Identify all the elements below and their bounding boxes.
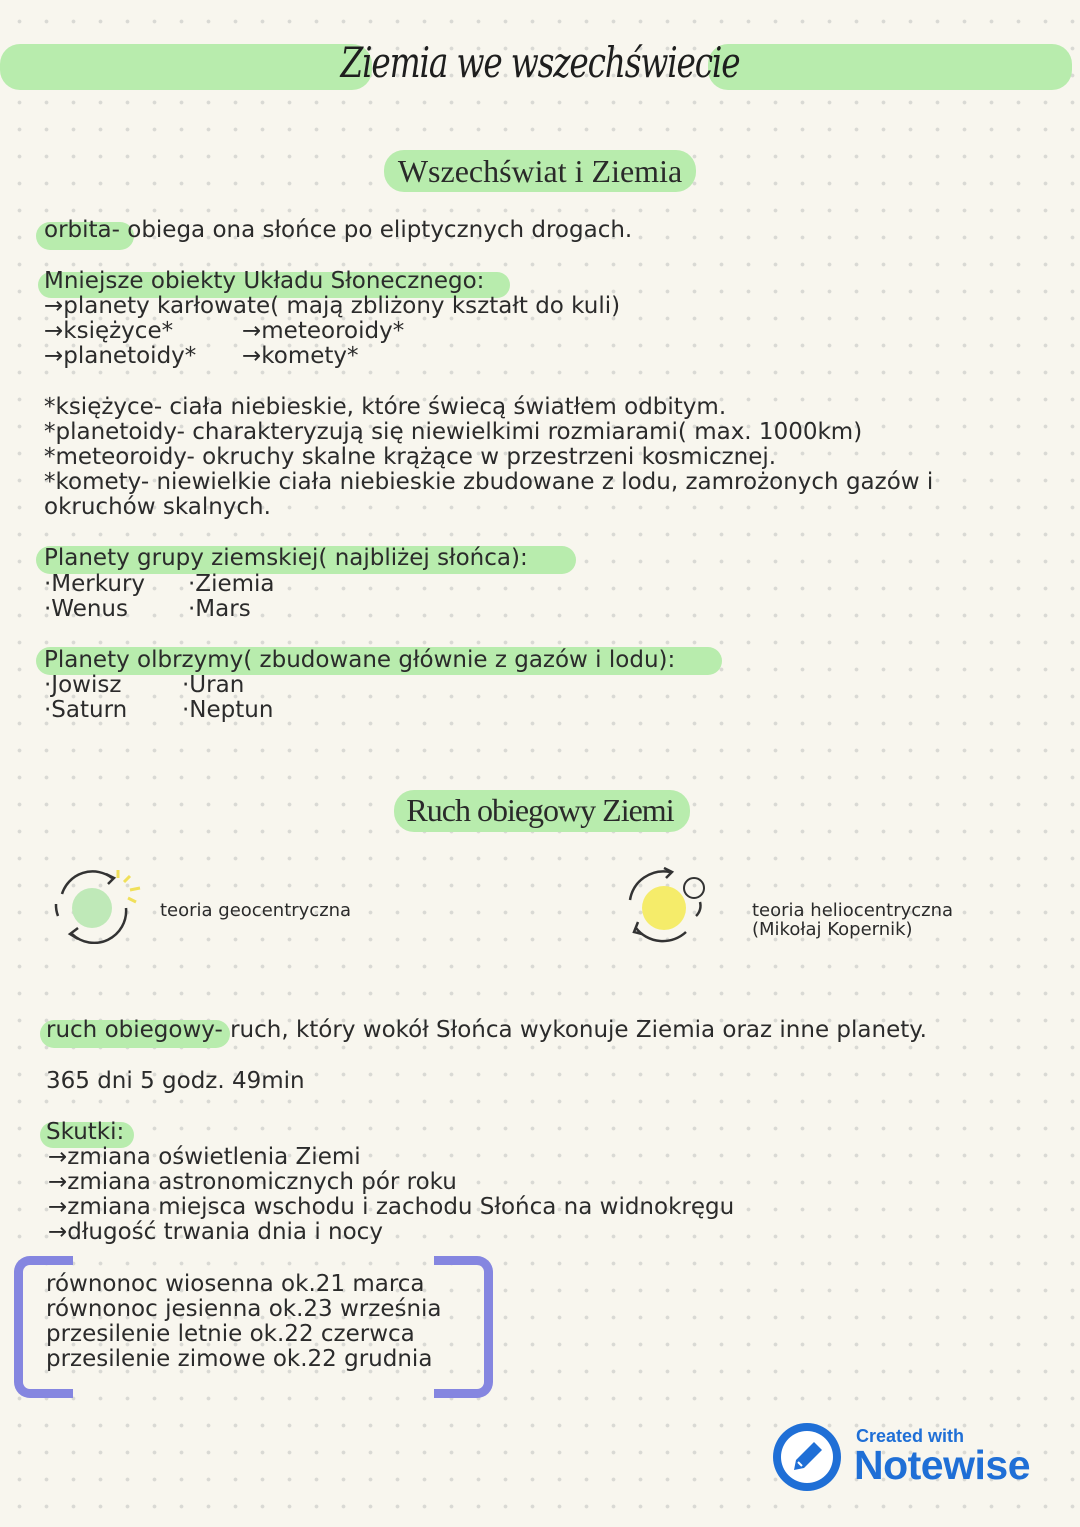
year-duration: 365 dni 5 godz. 49min <box>46 1068 305 1094</box>
notewise-pen-icon <box>772 1422 842 1492</box>
skutek-2: →zmiana astronomicznych pór roku <box>48 1169 457 1195</box>
ruch-text: ruch, który wokół Słońca wykonuje Ziemia oraz inne planety. <box>222 1017 927 1043</box>
planet-wenus: ·Wenus <box>44 596 128 622</box>
heliocentric-label: teoria heliocentryczna <box>752 900 954 921</box>
ruch-definition <box>46 1018 927 1043</box>
item-karlowate: →planety karłowate( mają zbliżony kształt do kuli) <box>44 293 621 319</box>
terrestrial-heading: Planety grupy ziemskiej( najbliżej słońca): <box>44 545 528 571</box>
item-planetoidy: →planetoidy* <box>44 343 197 369</box>
planet-neptun: ·Neptun <box>182 697 274 723</box>
note-meteoroidy: *meteoroidy- okruchy skalne krążące w przestrzeni kosmicznej. <box>44 444 777 470</box>
note-komety-line2: okruchów skalnych. <box>44 494 271 520</box>
skutek-3: →zmiana miejsca wschodu i zachodu Słońca na widnokręgu <box>48 1194 735 1220</box>
planet-saturn: ·Saturn <box>44 697 128 723</box>
heliocentric-sublabel: (Mikołaj Kopernik) <box>752 919 913 940</box>
giants-heading: Planety olbrzymy( zbudowane głównie z gazów i lodu): <box>44 647 676 673</box>
smaller-objects-heading: Mniejsze obiekty Układu Słonecznego: <box>44 268 485 294</box>
date-equinox-spring: równonoc wiosenna ok.21 marca <box>46 1271 425 1297</box>
skutek-1: →zmiana oświetlenia Ziemi <box>48 1144 361 1170</box>
orbita-term: orbita- <box>44 217 120 243</box>
item-meteoroidy: →meteoroidy* <box>242 318 405 344</box>
planet-jowisz: ·Jowisz <box>44 672 122 698</box>
geocentric-label: teoria geocentryczna <box>160 900 352 921</box>
page-title: Ziemia we wszechświecie <box>340 38 740 87</box>
date-solstice-winter: przesilenie zimowe ok.22 grudnia <box>46 1346 433 1372</box>
date-equinox-autumn: równonoc jesienna ok.23 września <box>46 1296 442 1322</box>
planet-mars: ·Mars <box>188 596 251 622</box>
planet-uran: ·Uran <box>182 672 245 698</box>
note-planetoidy: *planetoidy- charakteryzują się niewielkimi rozmiarami( max. 1000km) <box>44 419 863 445</box>
right-bracket <box>434 1256 493 1398</box>
ruch-term: ruch obiegowy- <box>46 1017 223 1043</box>
note-komety-line1: *komety- niewielkie ciała niebieskie zbudowane z lodu, zamrożonych gazów i <box>44 469 934 495</box>
heliocentric-icon <box>624 866 716 946</box>
created-with-label: Created with <box>856 1426 965 1446</box>
item-ksiezyce: →księżyce* <box>44 318 174 344</box>
geocentric-icon <box>48 868 148 944</box>
item-komety: →komety* <box>242 343 359 369</box>
notewise-brand: Notewise <box>854 1442 1030 1488</box>
orbita-text: obiega ona słońce po eliptycznych drogach. <box>119 217 633 243</box>
skutki-heading: Skutki: <box>46 1119 125 1145</box>
section2-heading: Ruch obiegowy Ziemi <box>406 792 674 828</box>
planet-ziemia: ·Ziemia <box>188 571 275 597</box>
date-solstice-summer: przesilenie letnie ok.22 czerwca <box>46 1321 415 1347</box>
planet-merkury: ·Merkury <box>44 571 146 597</box>
skutek-4: →długość trwania dnia i nocy <box>48 1219 383 1245</box>
note-ksiezyce: *księżyce- ciała niebieskie, które świecą światłem odbitym. <box>44 394 727 420</box>
orbita-definition <box>44 218 632 243</box>
section1-heading: Wszechświat i Ziemia <box>397 153 683 189</box>
